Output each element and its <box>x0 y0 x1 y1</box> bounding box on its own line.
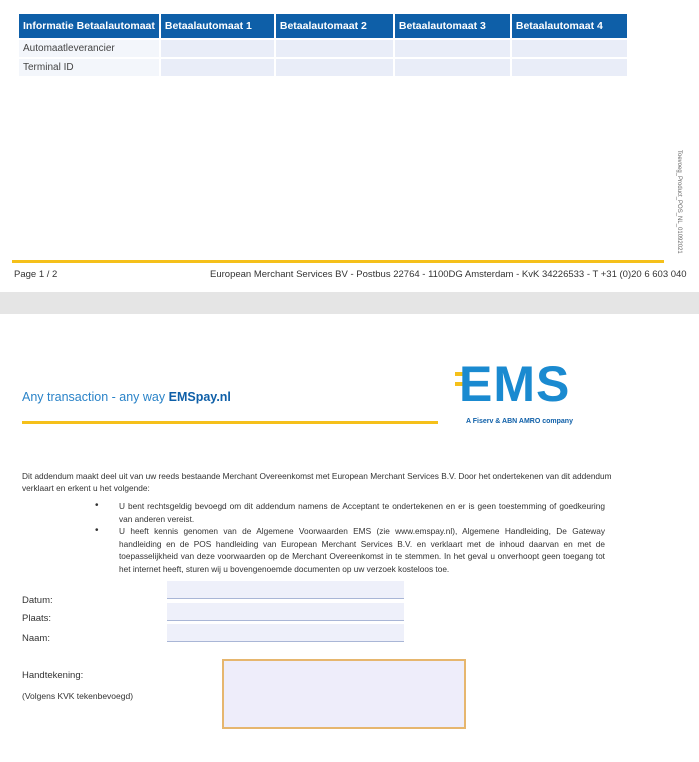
table-input-cell[interactable] <box>512 59 627 76</box>
ems-logo <box>455 356 580 406</box>
footer-divider <box>12 260 664 263</box>
plaats-field[interactable] <box>167 603 404 621</box>
datum-label: Datum: <box>22 595 53 606</box>
page-separator <box>0 292 699 314</box>
table-row <box>19 59 627 76</box>
table-input-cell[interactable] <box>161 59 274 76</box>
table-header: Betaalautomaat 2 <box>276 14 393 38</box>
table-input-cell[interactable] <box>161 40 274 57</box>
signature-label: Handtekening: <box>22 670 84 681</box>
table-header: Informatie Betaalautomaat <box>19 14 159 38</box>
datum-field[interactable] <box>167 581 404 599</box>
tagline-part1: Any transaction <box>22 390 109 404</box>
logo-text: EMS <box>459 356 571 406</box>
table-header: Betaalautomaat 1 <box>161 14 274 38</box>
table-input-cell[interactable] <box>395 59 510 76</box>
table-input-cell[interactable] <box>512 40 627 57</box>
table-header: Betaalautomaat 3 <box>395 14 510 38</box>
document-page-1 <box>0 0 699 292</box>
payment-terminal-table <box>17 12 629 78</box>
document-reference: Toevoeg_Product_POS_NL_01092021 <box>676 150 682 254</box>
logo-subtitle: A Fiserv & ABN AMRO company <box>466 418 573 425</box>
page-number: Page 1 / 2 <box>14 269 58 280</box>
list-item-text: U heeft kennis genomen van de Algemene Voorwaarden EMS (zie www.emspay.nl), Algemene Handleiding, De Gateway handleiding en de POS handleiding van European Merchant Services B.V. en verklaart met de inhoud daarvan en met de toepasselijkheid van deze voorwaarden op de Merchant Overeenkomst in te stemmen. In het geval u onverhoopt geen toegang tot het internet heeft, sturen wij u bovengenoemde documenten op uw verzoek kosteloos toe. <box>119 526 605 574</box>
table-input-cell[interactable] <box>276 40 393 57</box>
intro-text: Dit addendum maakt deel uit van uw reeds bestaande Merchant Overeenkomst met European Merchant Services B.V. Door het ondertekenen van dit addendum verklaart en erkent u het volgende: <box>22 471 612 493</box>
header-divider <box>22 421 438 424</box>
document-page-2 <box>0 314 699 762</box>
declaration-list <box>95 500 605 575</box>
signature-note: (Volgens KVK tekenbevoegd) <box>22 691 134 701</box>
signature-field[interactable] <box>222 659 466 729</box>
tagline-separator: - <box>108 390 120 404</box>
row-label: Automaatleverancier <box>19 40 159 57</box>
row-label: Terminal ID <box>19 59 159 76</box>
table-input-cell[interactable] <box>395 40 510 57</box>
bullet-icon: • <box>95 525 99 536</box>
bullet-icon: • <box>95 500 99 511</box>
table-input-cell[interactable] <box>276 59 393 76</box>
footer-company-info: European Merchant Services BV - Postbus 22764 - 1100DG Amsterdam - KvK 34226533 - T +31 (0)20 6 603 040 <box>210 269 687 280</box>
list-item <box>95 500 605 525</box>
naam-field[interactable] <box>167 624 404 642</box>
table-header: Betaalautomaat 4 <box>512 14 627 38</box>
plaats-label: Plaats: <box>22 613 52 624</box>
list-item <box>95 525 605 575</box>
tagline-part2: any way <box>119 390 169 404</box>
table-row <box>19 40 627 57</box>
naam-label: Naam: <box>22 633 50 644</box>
table-header-row <box>19 14 627 38</box>
list-item-text: U bent rechtsgeldig bevoegd om dit addendum namens de Acceptant te ondertekenen en er is geen toestemming of goedkeuring van anderen vereist. <box>119 501 605 524</box>
tagline <box>22 390 231 404</box>
tagline-brand: EMSpay.nl <box>168 390 231 404</box>
